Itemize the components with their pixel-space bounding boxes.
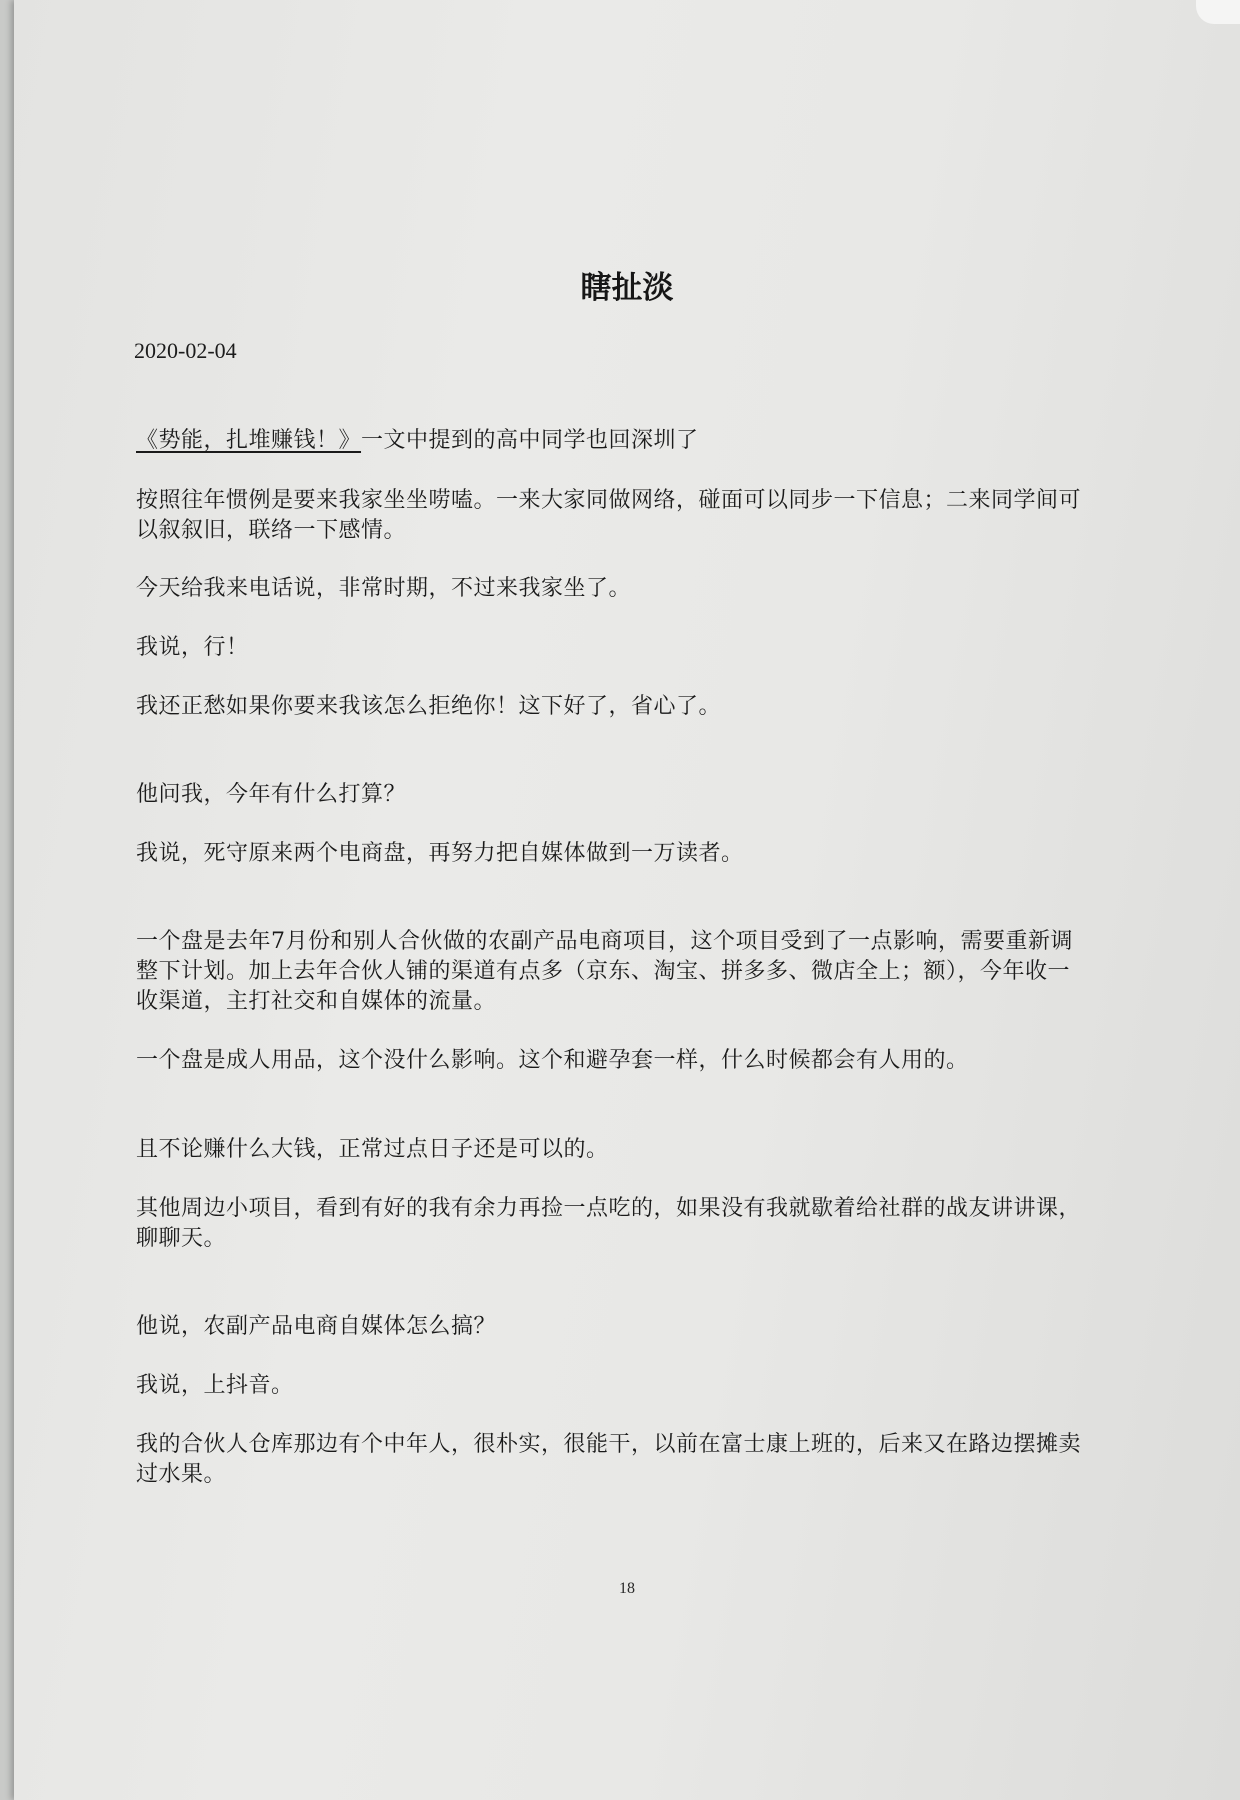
paragraph: 按照往年惯例是要来我家坐坐唠嗑。一来大家同做网络，碰面可以同步一下信息；二来同学间可以叙叙旧，联络一下感情。 [136, 488, 1082, 543]
paragraph: 其他周边小项目，看到有好的我有余力再捡一点吃的，如果没有我就歇着给社群的战友讲讲课，聊聊天。 [136, 1196, 1082, 1251]
paragraph: 且不论赚什么大钱，正常过点日子还是可以的。 [136, 1137, 609, 1162]
paragraph: 他问我，今年有什么打算？ [136, 782, 407, 807]
article-date: 2020-02-04 [134, 338, 237, 363]
paragraph: 一个盘是去年7月份和别人合伙做的农副产品电商项目，这个项目受到了一点影响，需要重新调整下计划。加上去年合伙人铺的渠道有点多（京东、淘宝、拼多多、微店全上；额），今年收一收渠道，主打社交和自媒体的流量。 [136, 929, 1074, 1014]
paragraph: 今天给我来电话说，非常时期，不过来我家坐了。 [136, 576, 632, 601]
page-corner [1196, 0, 1240, 24]
page-title: 瞎扯淡 [580, 270, 674, 306]
paragraph: 我说，死守原来两个电商盘，再努力把自媒体做到一万读者。 [136, 841, 744, 866]
paragraph: 我的合伙人仓库那边有个中年人，很朴实，很能干，以前在富士康上班的，后来又在路边摆摊卖过水果。 [136, 1432, 1082, 1487]
referenced-article-title: 《势能，扎堆赚钱！》 [136, 428, 362, 453]
page-number: 18 [619, 1580, 635, 1597]
intro-paragraph [136, 426, 1084, 456]
paragraph: 一个盘是成人用品，这个没什么影响。这个和避孕套一样，什么时候都会有人用的。 [136, 1048, 969, 1073]
paragraph: 我说，上抖音。 [136, 1373, 294, 1398]
intro-text: 一文中提到的高中同学也回深圳了 [361, 428, 699, 453]
paragraph: 我说，行！ [136, 635, 249, 660]
paragraph: 他说，农副产品电商自媒体怎么搞？ [136, 1314, 497, 1339]
document-page [14, 0, 1240, 1800]
paragraph: 我还正愁如果你要来我该怎么拒绝你！这下好了，省心了。 [136, 694, 722, 719]
